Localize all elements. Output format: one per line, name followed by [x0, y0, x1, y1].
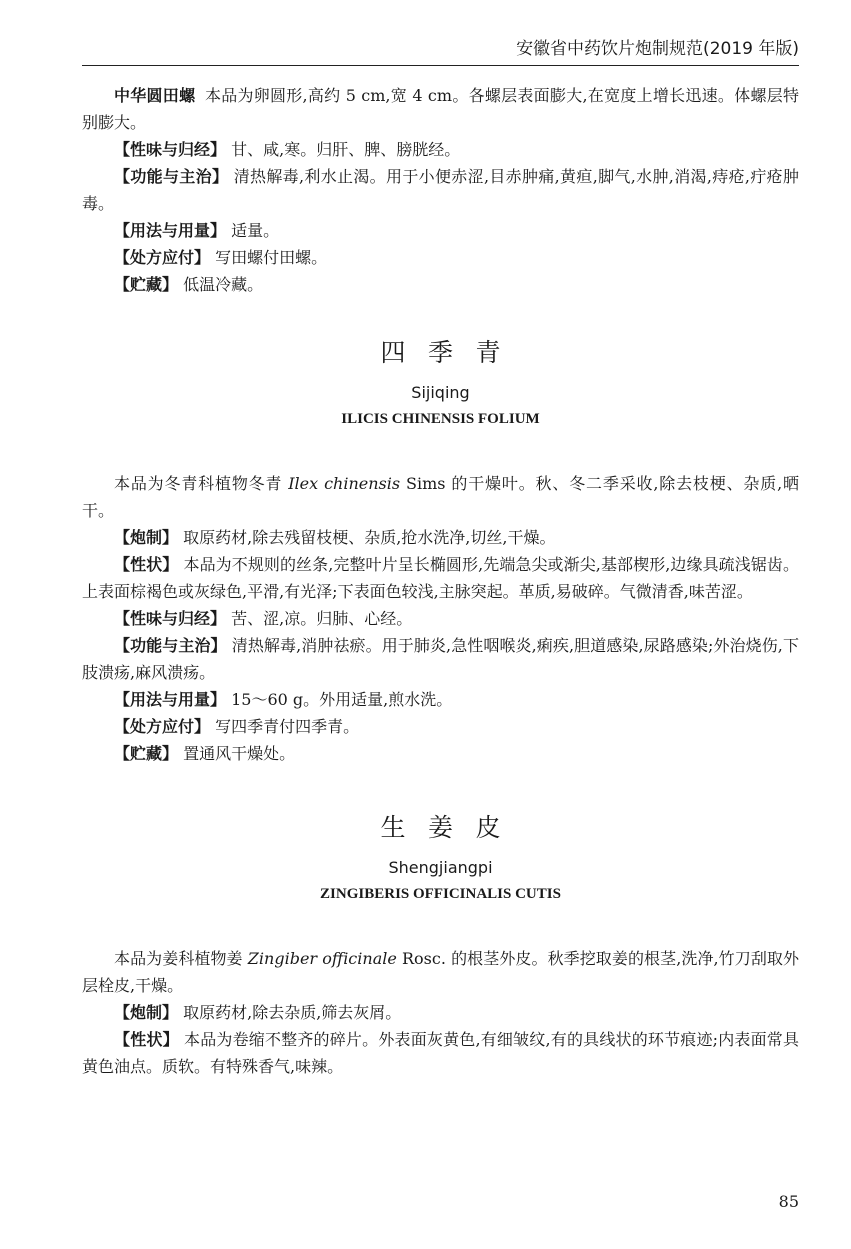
property-paragraph: [82, 632, 799, 686]
property-paragraph: [82, 686, 799, 713]
entry-pinyin: Shengjiangpi: [388, 858, 493, 877]
paragraph-text: 低温冷藏。: [183, 275, 264, 294]
entry-title: 四季青: [380, 338, 523, 367]
entry-intro: [82, 470, 799, 524]
entry-latin-name: ILICIS CHINENSIS FOLIUM: [341, 411, 540, 427]
paragraph-label: 【处方应付】: [114, 248, 211, 267]
paragraph-text: 本品为卷缩不整齐的碎片。外表面灰黄色,有细皱纹,有的具线状的环节痕迹;内表面常具黄色油点。质软。有特殊香气,味辣。: [82, 1030, 799, 1076]
paragraph-text: 苦、涩,凉。归肺、心经。: [231, 609, 413, 628]
intro-text: 本品为姜科植物姜: [114, 949, 248, 968]
property-paragraph: [82, 163, 799, 217]
paragraph-label: 【处方应付】: [114, 717, 211, 736]
page-number: 85: [778, 1192, 799, 1211]
book-title: 安徽省中药饮片炮制规范(2019 年版): [516, 39, 799, 59]
paragraph-label: 【炮制】: [114, 1003, 179, 1022]
top-section: [82, 82, 799, 298]
entry-latin-name: ZINGIBERIS OFFICINALIS CUTIS: [320, 886, 561, 902]
property-paragraph: [82, 524, 799, 551]
paragraph-label: 【功能与主治】: [114, 636, 227, 655]
paragraph-label: 【用法与用量】: [114, 221, 227, 240]
property-paragraph: [82, 271, 799, 298]
paragraph-text: 清热解毒,消肿祛瘀。用于肺炎,急性咽喉炎,痢疾,胆道感染,尿路感染;外治烧伤,下肢溃疡,麻风溃疡。: [82, 636, 799, 682]
paragraph-text: 15～60 g。外用适量,煎水洗。: [231, 690, 453, 709]
property-paragraph: [82, 1026, 799, 1080]
property-paragraph: [82, 740, 799, 767]
property-paragraph: [82, 217, 799, 244]
species-name: 中华圆田螺: [114, 86, 196, 105]
paragraph-label: 【性味与归经】: [114, 609, 227, 628]
paragraph-label: 【用法与用量】: [114, 690, 227, 709]
species-desc: 本品为卵圆形,高约 5 cm,宽 4 cm。各螺层表面膨大,在宽度上增长迅速。体螺层特别膨大。: [82, 86, 799, 132]
paragraph-text: 取原药材,除去残留枝梗、杂质,抢水洗净,切丝,干燥。: [183, 528, 556, 547]
page-content: [82, 82, 799, 1080]
paragraph-label: 【贮藏】: [114, 744, 179, 763]
paragraph-text: 适量。: [231, 221, 280, 240]
paragraph-text: 写四季青付四季青。: [215, 717, 360, 736]
paragraph-text: 写田螺付田螺。: [215, 248, 328, 267]
paragraph-label: 【性状】: [114, 1030, 179, 1049]
intro-text: Sims 的干燥叶。秋、冬二季采收,除去枝梗、杂质,晒干。: [82, 474, 800, 520]
intro-text: Rosc. 的根茎外皮。秋季挖取姜的根茎,洗净,竹刀刮取外层栓皮,干燥。: [82, 949, 799, 995]
paragraph-label: 【性状】: [114, 555, 179, 574]
property-paragraph: [82, 136, 799, 163]
species-paragraph: [82, 82, 799, 136]
property-paragraph: [82, 244, 799, 271]
paragraph-text: 本品为不规则的丝条,完整叶片呈长椭圆形,先端急尖或渐尖,基部楔形,边缘具疏浅锯齿。上表面棕褐色或灰绿色,平滑,有光泽;下表面色较浅,主脉突起。革质,易破碎。气微清香,味苦涩。: [82, 555, 799, 601]
property-paragraph: [82, 999, 799, 1026]
species-latin: Ilex chinensis: [288, 474, 401, 493]
paragraph-label: 【炮制】: [114, 528, 179, 547]
paragraph-label: 【性味与归经】: [114, 140, 227, 159]
entry-pinyin: Sijiqing: [411, 383, 470, 402]
paragraph-text: 清热解毒,利水止渴。用于小便赤涩,目赤肿痛,黄疸,脚气,水肿,消渴,痔疮,疔疮肿毒。: [82, 167, 799, 213]
paragraph-label: 【功能与主治】: [114, 167, 229, 186]
property-paragraph: [82, 551, 799, 605]
entry-shengjiangpi: [82, 811, 799, 1080]
paragraph-label: 【贮藏】: [114, 275, 179, 294]
species-latin: Zingiber officinale: [247, 949, 397, 968]
paragraph-text: 甘、咸,寒。归肝、脾、膀胱经。: [231, 140, 461, 159]
property-paragraph: [82, 713, 799, 740]
entry-sijiqing: [82, 336, 799, 767]
intro-text: 本品为冬青科植物冬青: [114, 474, 289, 493]
entry-title: 生姜皮: [380, 813, 523, 842]
entry-intro: [82, 945, 799, 999]
running-header: [82, 30, 799, 66]
paragraph-text: 置通风干燥处。: [183, 744, 296, 763]
property-paragraph: [82, 605, 799, 632]
paragraph-text: 取原药材,除去杂质,筛去灰屑。: [183, 1003, 402, 1022]
